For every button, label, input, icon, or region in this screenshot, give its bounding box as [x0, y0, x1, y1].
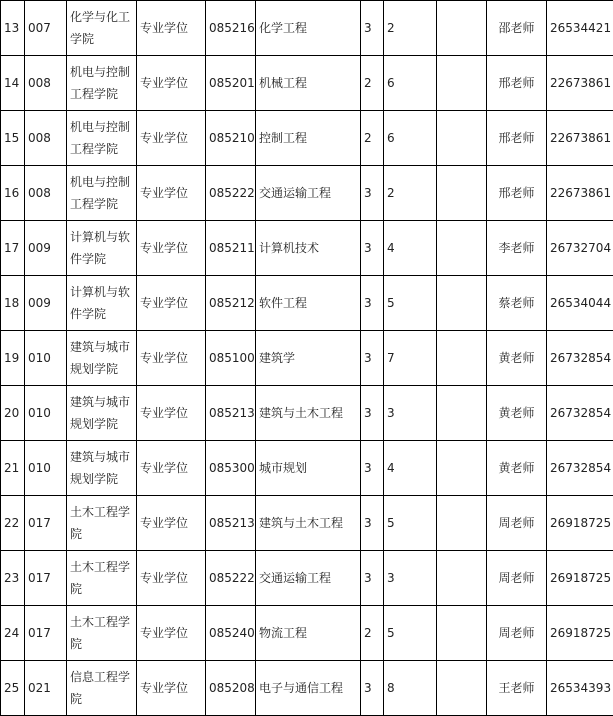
contact-teacher-cell: 黄老师: [487, 441, 547, 496]
school-code-cell: 017: [25, 551, 67, 606]
degree-type-cell: 专业学位: [137, 331, 206, 386]
count-cell-a: 3: [361, 276, 384, 331]
contact-phone-cell: 22673861: [547, 56, 613, 111]
count-cell-a: 2: [361, 56, 384, 111]
empty-cell: [437, 661, 487, 716]
degree-type-cell: 专业学位: [137, 221, 206, 276]
school-name-cell: 建筑与城市规划学院: [67, 331, 137, 386]
major-code-cell: 085208: [206, 661, 256, 716]
count-cell-b: 7: [384, 331, 437, 386]
school-name-cell: 建筑与城市规划学院: [67, 441, 137, 496]
count-cell-a: 2: [361, 111, 384, 166]
degree-type-cell: 专业学位: [137, 496, 206, 551]
count-cell-a: 3: [361, 496, 384, 551]
contact-teacher-cell: 周老师: [487, 496, 547, 551]
contact-teacher-cell: 黄老师: [487, 386, 547, 441]
degree-type-cell: 专业学位: [137, 386, 206, 441]
row-number-cell: 20: [1, 386, 25, 441]
contact-phone-cell: 26918725: [547, 551, 613, 606]
major-name-cell: 建筑与土木工程: [256, 386, 361, 441]
count-cell-b: 5: [384, 496, 437, 551]
table-row: [1, 166, 613, 221]
empty-cell: [437, 496, 487, 551]
count-cell-b: 5: [384, 276, 437, 331]
table-row: [1, 331, 613, 386]
school-name-cell: 土木工程学院: [67, 551, 137, 606]
contact-teacher-cell: 邢老师: [487, 111, 547, 166]
empty-cell: [437, 56, 487, 111]
row-number-cell: 23: [1, 551, 25, 606]
count-cell-b: 5: [384, 606, 437, 661]
empty-cell: [437, 221, 487, 276]
row-number-cell: 19: [1, 331, 25, 386]
school-code-cell: 009: [25, 221, 67, 276]
count-cell-b: 2: [384, 1, 437, 56]
school-code-cell: 008: [25, 111, 67, 166]
row-number-cell: 21: [1, 441, 25, 496]
empty-cell: [437, 331, 487, 386]
empty-cell: [437, 111, 487, 166]
table-row: [1, 221, 613, 276]
count-cell-a: 3: [361, 166, 384, 221]
table-row: [1, 551, 613, 606]
count-cell-b: 6: [384, 56, 437, 111]
count-cell-a: 3: [361, 551, 384, 606]
contact-phone-cell: 26732854: [547, 386, 613, 441]
count-cell-a: 3: [361, 1, 384, 56]
major-name-cell: 建筑学: [256, 331, 361, 386]
count-cell-b: 3: [384, 386, 437, 441]
school-code-cell: 007: [25, 1, 67, 56]
school-name-cell: 计算机与软件学院: [67, 221, 137, 276]
degree-type-cell: 专业学位: [137, 166, 206, 221]
major-code-cell: 085211: [206, 221, 256, 276]
degree-type-cell: 专业学位: [137, 1, 206, 56]
major-name-cell: 控制工程: [256, 111, 361, 166]
row-number-cell: 15: [1, 111, 25, 166]
major-name-cell: 化学工程: [256, 1, 361, 56]
count-cell-a: 3: [361, 441, 384, 496]
empty-cell: [437, 276, 487, 331]
school-name-cell: 计算机与软件学院: [67, 276, 137, 331]
major-name-cell: 交通运输工程: [256, 551, 361, 606]
major-code-cell: 085300: [206, 441, 256, 496]
empty-cell: [437, 606, 487, 661]
major-code-cell: 085222: [206, 551, 256, 606]
contact-teacher-cell: 周老师: [487, 551, 547, 606]
school-code-cell: 010: [25, 441, 67, 496]
contact-teacher-cell: 邢老师: [487, 56, 547, 111]
count-cell-a: 3: [361, 221, 384, 276]
major-name-cell: 机械工程: [256, 56, 361, 111]
major-code-cell: 085216: [206, 1, 256, 56]
table-row: [1, 661, 613, 716]
count-cell-a: 3: [361, 331, 384, 386]
row-number-cell: 22: [1, 496, 25, 551]
count-cell-b: 6: [384, 111, 437, 166]
degree-type-cell: 专业学位: [137, 276, 206, 331]
degree-type-cell: 专业学位: [137, 606, 206, 661]
school-code-cell: 021: [25, 661, 67, 716]
empty-cell: [437, 166, 487, 221]
empty-cell: [437, 386, 487, 441]
table-row: [1, 496, 613, 551]
row-number-cell: 25: [1, 661, 25, 716]
row-number-cell: 17: [1, 221, 25, 276]
contact-phone-cell: 26732854: [547, 331, 613, 386]
contact-phone-cell: 26534044: [547, 276, 613, 331]
contact-teacher-cell: 李老师: [487, 221, 547, 276]
degree-type-cell: 专业学位: [137, 441, 206, 496]
contact-teacher-cell: 黄老师: [487, 331, 547, 386]
row-number-cell: 13: [1, 1, 25, 56]
school-code-cell: 010: [25, 331, 67, 386]
school-name-cell: 化学与化工学院: [67, 1, 137, 56]
row-number-cell: 24: [1, 606, 25, 661]
contact-phone-cell: 26732854: [547, 441, 613, 496]
contact-teacher-cell: 邢老师: [487, 166, 547, 221]
table-row: [1, 386, 613, 441]
table-row: [1, 111, 613, 166]
school-code-cell: 017: [25, 496, 67, 551]
count-cell-a: 3: [361, 661, 384, 716]
degree-type-cell: 专业学位: [137, 551, 206, 606]
contact-phone-cell: 26918725: [547, 606, 613, 661]
contact-teacher-cell: 蔡老师: [487, 276, 547, 331]
school-code-cell: 008: [25, 56, 67, 111]
school-name-cell: 机电与控制工程学院: [67, 166, 137, 221]
major-name-cell: 计算机技术: [256, 221, 361, 276]
count-cell-a: 2: [361, 606, 384, 661]
count-cell-b: 4: [384, 441, 437, 496]
contact-teacher-cell: 周老师: [487, 606, 547, 661]
contact-phone-cell: 26534421: [547, 1, 613, 56]
count-cell-b: 2: [384, 166, 437, 221]
major-code-cell: 085213: [206, 386, 256, 441]
degree-type-cell: 专业学位: [137, 661, 206, 716]
row-number-cell: 14: [1, 56, 25, 111]
major-name-cell: 软件工程: [256, 276, 361, 331]
major-code-cell: 085222: [206, 166, 256, 221]
table-body: [1, 1, 613, 716]
major-name-cell: 电子与通信工程: [256, 661, 361, 716]
count-cell-b: 8: [384, 661, 437, 716]
school-code-cell: 017: [25, 606, 67, 661]
school-code-cell: 008: [25, 166, 67, 221]
count-cell-b: 4: [384, 221, 437, 276]
school-name-cell: 机电与控制工程学院: [67, 111, 137, 166]
major-code-cell: 085213: [206, 496, 256, 551]
empty-cell: [437, 551, 487, 606]
table-row: [1, 441, 613, 496]
row-number-cell: 16: [1, 166, 25, 221]
contact-phone-cell: 22673861: [547, 111, 613, 166]
contact-phone-cell: 26918725: [547, 496, 613, 551]
major-code-cell: 085240: [206, 606, 256, 661]
school-code-cell: 010: [25, 386, 67, 441]
contact-teacher-cell: 王老师: [487, 661, 547, 716]
contact-phone-cell: 22673861: [547, 166, 613, 221]
major-code-cell: 085100: [206, 331, 256, 386]
school-name-cell: 信息工程学院: [67, 661, 137, 716]
contact-teacher-cell: 邵老师: [487, 1, 547, 56]
major-code-cell: 085210: [206, 111, 256, 166]
degree-type-cell: 专业学位: [137, 111, 206, 166]
major-code-cell: 085201: [206, 56, 256, 111]
count-cell-b: 3: [384, 551, 437, 606]
empty-cell: [437, 441, 487, 496]
row-number-cell: 18: [1, 276, 25, 331]
major-name-cell: 交通运输工程: [256, 166, 361, 221]
table-row: [1, 606, 613, 661]
school-code-cell: 009: [25, 276, 67, 331]
major-code-cell: 085212: [206, 276, 256, 331]
major-name-cell: 建筑与土木工程: [256, 496, 361, 551]
count-cell-a: 3: [361, 386, 384, 441]
contact-phone-cell: 26534393: [547, 661, 613, 716]
table-row: [1, 1, 613, 56]
major-name-cell: 物流工程: [256, 606, 361, 661]
empty-cell: [437, 1, 487, 56]
school-name-cell: 土木工程学院: [67, 606, 137, 661]
table-row: [1, 56, 613, 111]
degree-type-cell: 专业学位: [137, 56, 206, 111]
major-name-cell: 城市规划: [256, 441, 361, 496]
school-name-cell: 建筑与城市规划学院: [67, 386, 137, 441]
school-name-cell: 机电与控制工程学院: [67, 56, 137, 111]
school-name-cell: 土木工程学院: [67, 496, 137, 551]
contact-phone-cell: 26732704: [547, 221, 613, 276]
table-row: [1, 276, 613, 331]
